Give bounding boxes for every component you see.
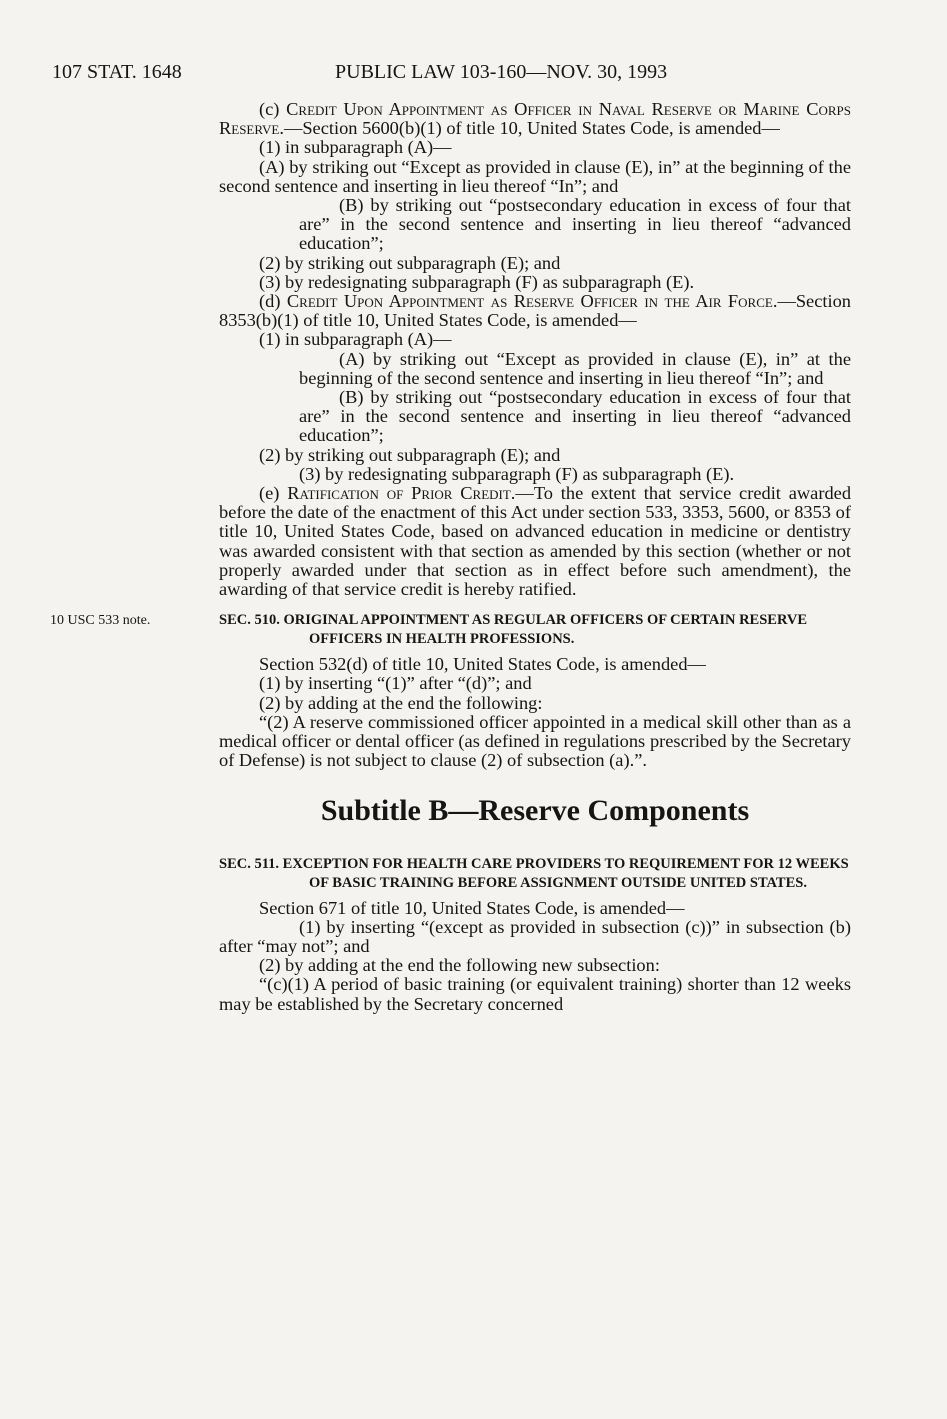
section-511-quoted-text: “(c)(1) A period of basic training (or equivalent training) shorter than 12 weeks may be established by the Secretary concerned [219, 974, 851, 1014]
subtitle-heading: Subtitle B—Reserve Components [320, 793, 750, 827]
subsection-c-label: (c) [259, 99, 287, 119]
section-510-heading: SEC. 510. ORIGINAL APPOINTMENT AS REGULAR OFFICERS OF CERTAIN RESERVE OFFICERS IN HEALTH PROFESSIONS. [219, 612, 808, 648]
subsection-c-text: —Section 5600(b)(1) of title 10, United States Code, is amended— [283, 118, 780, 139]
subsection-e-label: (e) [259, 483, 288, 504]
subsection-d-item-1: (1) in subparagraph (A)— [259, 329, 452, 350]
subsection-d-text: —Section 8353(b)(1) of title 10, United States Code, is amended— [219, 291, 851, 331]
subsection-c-item-3: (3) by redesignating subparagraph (F) as subparagraph (E). [259, 271, 695, 292]
section-511-item-2: (2) by adding at the end the following new subsection: [259, 955, 660, 976]
subsection-e [219, 484, 851, 599]
section-511-heading: SEC. 511. EXCEPTION FOR HEALTH CARE PROVIDERS TO REQUIREMENT FOR 12 WEEKS OF BASIC TRAINING BEFORE ASSIGNMENT OUTSIDE UNITED STATES. [219, 855, 849, 891]
section-511-intro: Section 671 of title 10, United States Code, is amended— [259, 897, 685, 918]
subsection-c-item-1b: (B) by striking out “postsecondary education in excess of four that are” in the second sentence and inserting in lieu thereof “advanced education”; [299, 195, 851, 254]
section-510-intro: Section 532(d) of title 10, United States Code, is amended— [259, 654, 706, 675]
subsection-d-item-3: (3) by redesignating subparagraph (F) as subparagraph (E). [299, 463, 735, 484]
subsection-d-item-1b: (B) by striking out “postsecondary education in excess of four that are” in the second sentence and inserting in lieu thereof “advanced education”; [299, 387, 851, 446]
subsection-c-heading: Credit Upon Appointment as Officer in Naval Reserve or Marine Corps Reserve. [219, 99, 851, 139]
subsection-e-text: —To the extent that service credit awarded before the date of the enactment of this Act under section 533, 3353, 5600, or 8353 of title 10, United States Code, based on advanced education in medicine or dentistry was awarded consistent with that section as amended by this section (whether or not properly awarded under that section as in effect before such amendment), the awarding of that service credit is hereby ratified. [219, 483, 852, 600]
section-510-item-1: (1) by inserting “(1)” after “(d)”; and [259, 673, 532, 694]
section-511-item-1: (1) by inserting “(except as provided in subsection (c))” in subsection (b) after “may not”; and [219, 916, 851, 956]
subsection-d-item-2: (2) by striking out subparagraph (E); and [259, 444, 561, 465]
body-text [219, 100, 851, 1014]
section-510-quoted-text: “(2) A reserve commissioned officer appointed in a medical skill other than as a medical officer or dental officer (as defined in regulations prescribed by the Secretary of Defense) is not subject to clause (2) of subsection (a).”. [219, 711, 851, 771]
subsection-d [219, 292, 851, 330]
stat-page-reference: 107 STAT. 1648 [52, 61, 182, 83]
subsection-c-item-1a: (A) by striking out “Except as provided in clause (E), in” at the beginning of the second sentence and inserting in lieu thereof “In”; and [219, 156, 851, 196]
subsection-d-item-1a: (A) by striking out “Except as provided in clause (E), in” at the beginning of the second sentence and inserting in lieu thereof “In”; and [299, 348, 851, 388]
subsection-c-item-2: (2) by striking out subparagraph (E); and [259, 252, 561, 273]
margin-note: 10 USC 533 note. [50, 613, 151, 628]
public-law-reference: PUBLIC LAW 103-160—NOV. 30, 1993 [335, 61, 668, 83]
subsection-c [219, 100, 851, 138]
subsection-d-heading: Credit Upon Appointment as Reserve Officer in the Air Force. [286, 291, 778, 312]
subsection-d-label: (d) [259, 291, 287, 312]
subsection-c-item-1: (1) in subparagraph (A)— [259, 137, 452, 158]
subsection-e-heading: Ratification of Prior Credit. [287, 483, 516, 504]
section-510-item-2: (2) by adding at the end the following: [259, 692, 543, 713]
